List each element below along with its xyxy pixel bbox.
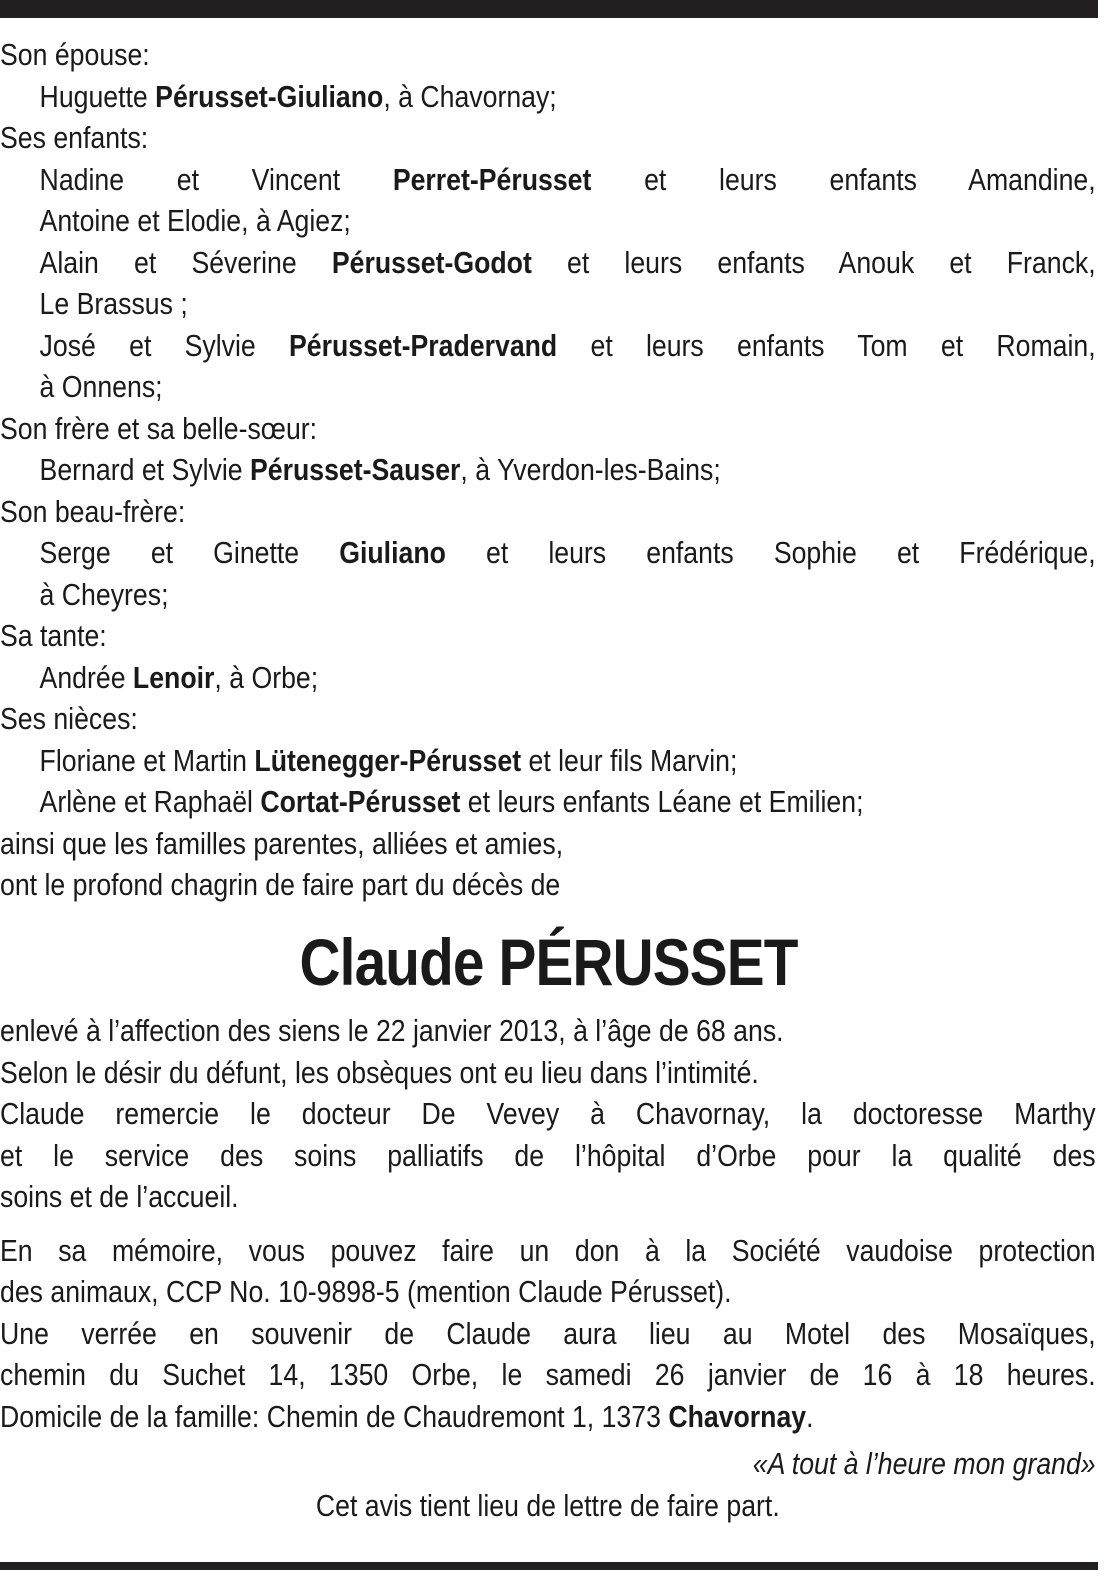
- body-line: [0, 1271, 1096, 1313]
- body-line: [0, 1396, 1096, 1438]
- family-name: Pérusset-Sauser: [249, 452, 461, 487]
- body-line: [0, 1135, 1096, 1177]
- relation-heading: Ses enfants:: [0, 120, 149, 155]
- family-name: Lütenegger-Pérusset: [254, 742, 522, 778]
- body-line: [0, 1354, 1096, 1396]
- text-segment: et leurs enfants Sophie et Frédérique,: [445, 535, 1096, 570]
- farewell-quote: «A tout à l’heure mon grand»: [752, 1446, 1096, 1481]
- family-list: [0, 34, 1096, 906]
- bottom-rule: [0, 1562, 1098, 1570]
- family-name: Pérusset-Giuliano: [155, 78, 384, 114]
- text-segment: Alain et Séverine: [39, 244, 332, 280]
- relation-heading: ainsi que les familles parentes, alliées et amies,: [0, 825, 564, 861]
- notice-body: [0, 1010, 1096, 1526]
- text-segment: José et Sylvie: [39, 327, 290, 363]
- relation-heading: Son épouse:: [0, 37, 150, 72]
- deceased-name: [0, 922, 1098, 1002]
- family-name: Cortat-Pérusset: [260, 784, 461, 819]
- relation-heading: Sa tante:: [0, 618, 107, 653]
- text-segment: et leurs enfants Tom et Romain,: [557, 327, 1096, 363]
- text-segment: , à Chavornay;: [383, 78, 557, 114]
- text-segment: Une verrée en souvenir de Claude aura lieu au Motel des Mosaïques,: [0, 1315, 1096, 1351]
- text-segment: et leurs enfants Anouk et Franck,: [531, 244, 1096, 280]
- text-segment: .: [806, 1398, 814, 1434]
- text-segment: Arlène et Raphaël: [39, 784, 261, 819]
- relation-heading: Ses nièces:: [0, 701, 138, 736]
- top-rule: [0, 0, 1098, 18]
- family-name: Lenoir: [132, 659, 215, 695]
- family-name: Pérusset-Pradervand: [289, 327, 558, 363]
- text-segment: Antoine et Elodie, à Agiez;: [39, 203, 351, 238]
- text-segment: , à Orbe;: [214, 659, 319, 695]
- relative-entry: [0, 574, 1096, 616]
- text-segment: Selon le désir du défunt, les obsèques ont eu lieu dans l’intimité.: [0, 1054, 759, 1090]
- relative-entry: [0, 283, 1096, 325]
- deceased-name-text: Claude PÉRUSSET: [299, 925, 799, 999]
- text-segment: Serge et Ginette: [39, 535, 340, 570]
- text-segment: et leurs enfants Léane et Emilien;: [460, 784, 864, 819]
- relative-entry: [0, 76, 1096, 118]
- family-name: Pérusset-Godot: [331, 244, 532, 280]
- text-segment: Le Brassus ;: [39, 286, 188, 321]
- relative-entry: [0, 532, 1096, 574]
- text-segment: En sa mémoire, vous pouvez faire un don à la Société vaudoise protection: [0, 1232, 1096, 1268]
- relation-heading: Son frère et sa belle-sœur:: [0, 410, 318, 446]
- relative-entry: [0, 657, 1096, 699]
- text-segment: et leur fils Marvin;: [521, 742, 738, 778]
- body-line: [0, 1313, 1096, 1355]
- paragraph-gap: [0, 1218, 1096, 1230]
- relative-entry: [0, 242, 1096, 284]
- family-name: Perret-Pérusset: [392, 161, 592, 197]
- family-name: Giuliano: [339, 535, 446, 570]
- relative-entry: [0, 159, 1096, 201]
- family-name: Chavornay: [668, 1398, 807, 1434]
- text-segment: et leurs enfants Amandine,: [591, 161, 1096, 197]
- relative-entry: [0, 200, 1096, 242]
- relative-entry: [0, 366, 1096, 408]
- body-line: [0, 1093, 1096, 1135]
- text-segment: Huguette: [39, 78, 156, 114]
- text-segment: soins et de l’accueil.: [0, 1179, 239, 1214]
- relation-heading: Son beau-frère:: [0, 493, 186, 529]
- text-segment: chemin du Suchet 14, 1350 Orbe, le samedi 26 janvier de 16 à 18 heures.: [0, 1357, 1096, 1392]
- text-segment: à Onnens;: [39, 369, 163, 404]
- relative-entry: [0, 325, 1096, 367]
- text-segment: à Cheyres;: [39, 576, 169, 612]
- body-line: [0, 1230, 1096, 1272]
- body-line: [0, 1052, 1096, 1094]
- relation-heading: ont le profond chagrin de faire part du décès de: [0, 867, 561, 902]
- text-segment: Nadine et Vincent: [39, 161, 393, 197]
- text-segment: Floriane et Martin: [39, 742, 255, 778]
- text-segment: Claude remercie le docteur De Vevey à Chavornay, la doctoresse Marthy: [0, 1096, 1096, 1131]
- closing-line: Cet avis tient lieu de lettre de faire part.: [315, 1487, 780, 1523]
- relative-entry: [0, 449, 1096, 491]
- text-segment: des animaux, CCP No. 10-9898-5 (mention Claude Pérusset).: [0, 1274, 732, 1309]
- text-segment: Andrée: [39, 659, 133, 695]
- relative-entry: [0, 740, 1096, 782]
- text-segment: , à Yverdon-les-Bains;: [460, 452, 721, 487]
- text-segment: et le service des soins palliatifs de l’hôpital d’Orbe pour la qualité des: [0, 1137, 1096, 1173]
- relative-entry: [0, 781, 1096, 823]
- text-segment: Bernard et Sylvie: [39, 452, 250, 487]
- body-line: [0, 1176, 1096, 1218]
- body-line: [0, 1010, 1096, 1052]
- text-segment: Domicile de la famille: Chemin de Chaudremont 1, 1373: [0, 1398, 669, 1434]
- text-segment: enlevé à l’affection des siens le 22 janvier 2013, à l’âge de 68 ans.: [0, 1013, 784, 1048]
